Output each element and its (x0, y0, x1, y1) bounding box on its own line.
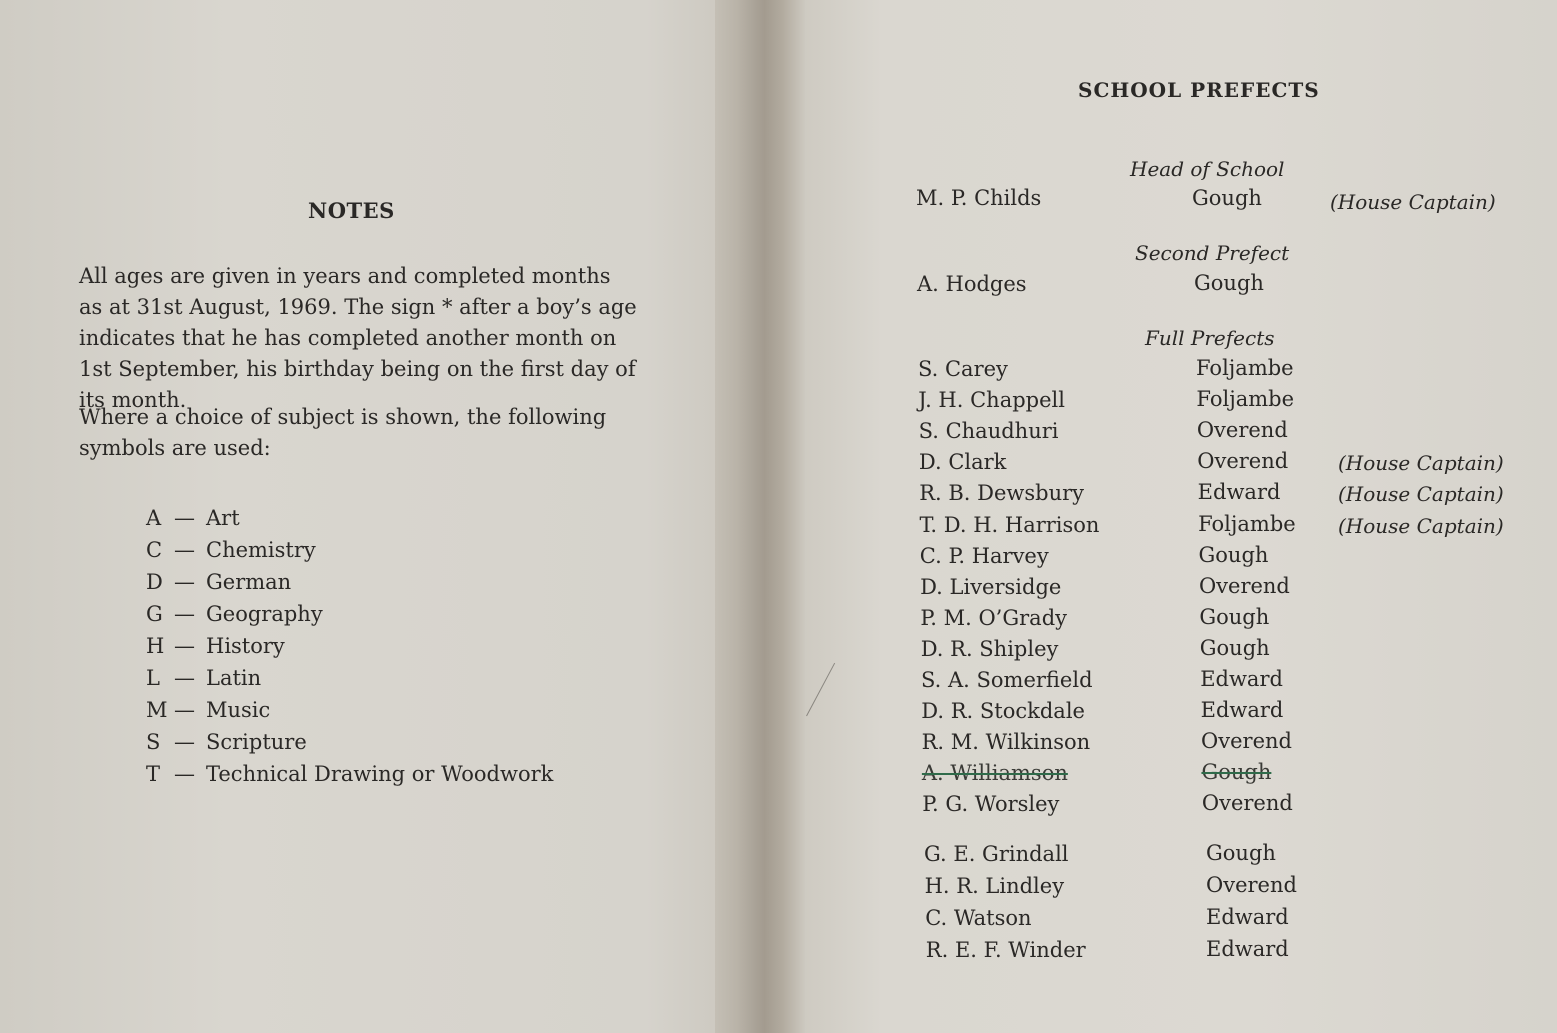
prefect-name: D. R. Shipley (920, 636, 1059, 661)
symbol-subject: History (206, 634, 285, 658)
prefect-name: M. P. Childs (916, 186, 1042, 210)
symbol-dash: — (174, 634, 195, 658)
symbol-subject: Scripture (206, 730, 307, 754)
symbol-dash: — (174, 538, 195, 562)
prefect-name: P. M. O’Grady (920, 605, 1068, 630)
symbol-dash: — (174, 570, 195, 594)
prefect-house: Gough (1198, 542, 1269, 567)
prefect-name: T. D. H. Harrison (919, 512, 1100, 537)
prefect-name: A. Williamson (921, 761, 1068, 786)
house-captain-note: (House Captain) (1338, 482, 1504, 507)
prefect-house: Edward (1206, 905, 1289, 929)
symbol-subject: Music (206, 698, 271, 722)
prefect-house: Gough (1206, 841, 1276, 865)
prefect-house: Overend (1198, 573, 1290, 598)
symbol-row (146, 502, 553, 534)
prefect-house: Overend (1206, 873, 1297, 897)
prefect-house: Edward (1200, 698, 1284, 723)
full-prefects-heading: Full Prefects (1145, 326, 1275, 350)
notes-paragraph-symbols: Where a choice of subject is shown, the following symbols are used: (79, 405, 607, 460)
symbol-subject: Art (206, 506, 240, 530)
prefect-name: C. P. Harvey (919, 543, 1049, 568)
prefect-house: Overend (1201, 729, 1292, 754)
symbol-row (146, 534, 553, 566)
prefect-house: Gough (1199, 604, 1270, 629)
symbol-subject: Latin (206, 666, 262, 690)
symbol-list (146, 502, 553, 790)
prefect-house: Gough (1199, 635, 1270, 660)
symbol-dash: — (174, 506, 195, 530)
symbol-subject: Geography (206, 602, 323, 626)
prefect-name: R. M. Wilkinson (921, 730, 1091, 755)
head-of-school-heading: Head of School (1130, 157, 1285, 181)
symbol-row (146, 598, 553, 630)
notes-paragraph-ages: All ages are given in years and completed months as at 31st August, 1969. The sign * after a boy’s age indicates that he has completed another month on 1st September, his birthday being on the first day of its month. (79, 264, 637, 412)
prefect-house: Edward (1200, 667, 1283, 691)
prefect-house: Overend (1196, 418, 1288, 443)
prefect-name: J. H. Chappell (918, 388, 1065, 413)
symbol-code: S (146, 730, 161, 754)
symbol-code: H (146, 634, 165, 658)
book-gutter (715, 0, 805, 1033)
prefect-house: Gough (1201, 760, 1272, 785)
symbol-row (146, 694, 553, 726)
symbol-code: G (146, 602, 163, 626)
prefect-house: Foljambe (1196, 356, 1294, 380)
symbol-code: D (146, 570, 163, 594)
prefect-name: P. G. Worsley (922, 792, 1060, 817)
prefect-name: R. E. F. Winder (925, 938, 1086, 962)
symbol-row (146, 662, 553, 694)
symbol-subject: German (206, 570, 292, 594)
house-captain-note: (House Captain) (1338, 513, 1504, 538)
symbol-dash: — (174, 602, 195, 626)
prefect-name: D. Liversidge (920, 574, 1062, 599)
prefect-house: Foljambe (1196, 387, 1295, 412)
symbol-code: L (146, 666, 160, 690)
prefects-title: SCHOOL PREFECTS (1078, 78, 1320, 102)
prefect-name: R. B. Dewsbury (919, 481, 1085, 506)
symbol-dash: — (174, 762, 195, 786)
prefect-house: Edward (1197, 480, 1281, 505)
symbol-dash: — (174, 698, 195, 722)
symbol-code: M (146, 698, 168, 722)
prefect-name: H. R. Lindley (924, 874, 1065, 898)
prefect-house: Overend (1197, 449, 1289, 474)
prefect-house: Overend (1201, 791, 1293, 816)
symbol-code: A (146, 506, 162, 530)
symbol-code: C (146, 538, 163, 562)
symbol-row (146, 726, 553, 758)
prefect-name: C. Watson (925, 906, 1032, 930)
prefect-house: Foljambe (1198, 511, 1296, 536)
symbol-subject: Technical Drawing or Woodwork (206, 762, 554, 786)
prefect-name: A. Hodges (917, 272, 1027, 296)
prefect-house: Edward (1206, 937, 1289, 961)
prefect-name: G. E. Grindall (924, 842, 1069, 866)
symbol-subject: Chemistry (206, 538, 316, 562)
symbol-dash: — (174, 666, 195, 690)
notes-title: NOTES (308, 198, 395, 223)
prefect-house: Gough (1194, 271, 1264, 295)
house-captain-note: (House Captain) (1330, 190, 1496, 214)
symbol-code: T (146, 762, 161, 786)
second-prefect-heading: Second Prefect (1135, 241, 1290, 265)
symbol-row (146, 566, 553, 598)
house-captain-note: (House Captain) (1338, 451, 1504, 476)
prefect-name: D. R. Stockdale (921, 699, 1085, 724)
prefect-name: S. Carey (918, 357, 1008, 381)
symbol-row (146, 630, 553, 662)
symbol-row (146, 758, 553, 790)
prefect-house: Gough (1192, 186, 1262, 210)
prefect-name: D. Clark (918, 450, 1007, 475)
prefect-name: S. Chaudhuri (918, 419, 1059, 444)
symbol-dash: — (174, 730, 195, 754)
prefect-name: S. A. Somerfield (921, 668, 1093, 692)
